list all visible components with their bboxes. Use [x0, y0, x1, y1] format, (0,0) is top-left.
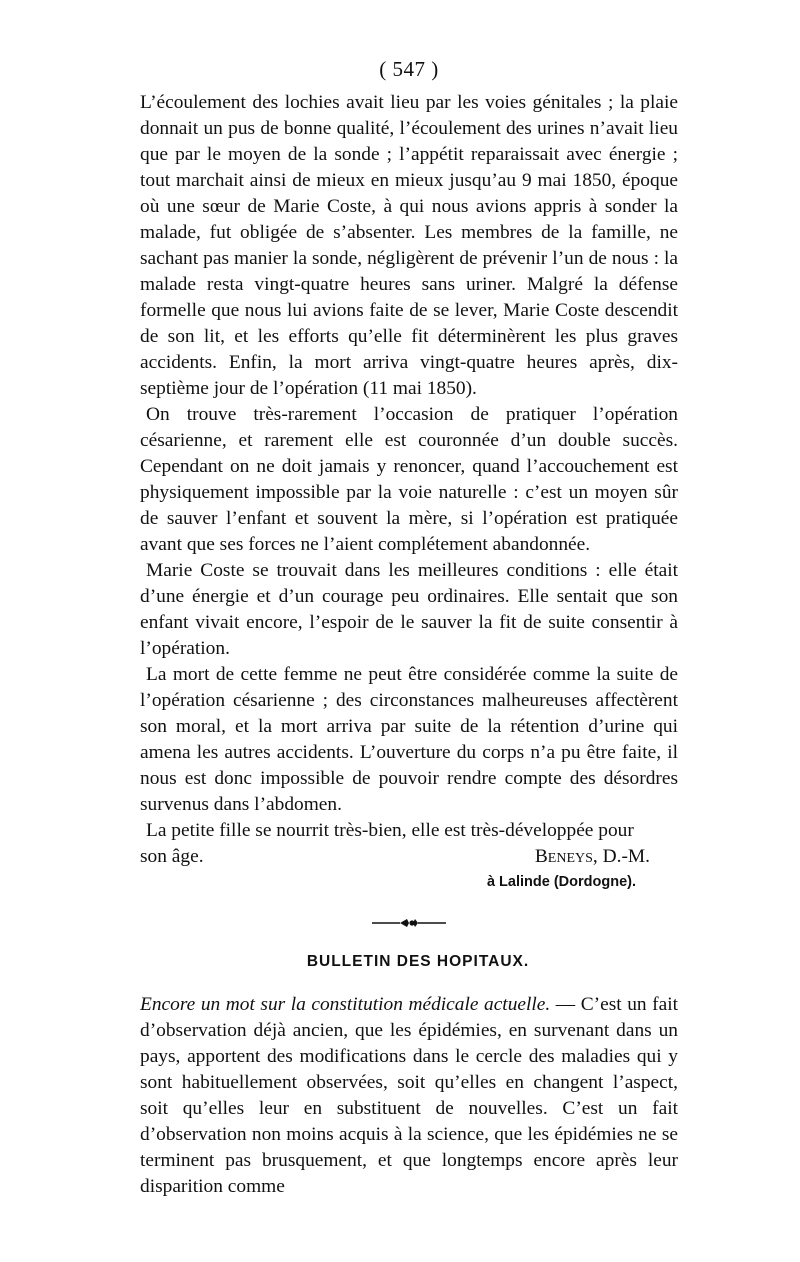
article-text: — C’est un fait d’observation déjà ancien, que les épidémies, en survenant dans un pays, apportent des modifications dans le cercle des maladies qui y sont habituellement observées, soit qu’elles en changent l’aspect, soit qu’elles leur en substituent de nouvelles. C’est un fait d’observation non moins acquis à la science, que les épidémies ne se terminent pas brusquement, et que longtemps encore après leur disparition comme	[140, 994, 678, 1197]
paragraph-1: L’écoulement des lochies avait lieu par les voies génitales ; la plaie donnait un pus de bonne qualité, l’écoulement des urines n’avait lieu que par le moyen de la sonde ; l’appétit reparaissait avec énergie ; tout marchait ainsi de mieux en mieux jusqu’au 9 mai 1850, époque où une sœur de Marie Coste, à qui nous avions appris à sonder la malade, fut obligée de s’absenter. Les membres de la famille, ne sachant pas manier la sonde, négligèrent de prévenir l’un de nous : la malade resta vingt-quatre heures sans uriner. Malgré la défense formelle que nous lui avions faite de se lever, Marie Coste descendit de son lit, et les efforts qu’elle fit déterminèrent les plus graves accidents. Enfin, la mort arriva vingt-quatre heures après, dix-septième jour de l’opération (11 mai 1850).	[140, 92, 678, 399]
page-number: ( 547 )	[379, 57, 439, 81]
ornament-divider-icon	[370, 916, 448, 930]
article-title: Encore un mot sur la constitution médicale actuelle.	[140, 994, 551, 1015]
section-heading: BULLETIN DES HOPITAUX.	[306, 953, 530, 970]
document-page	[140, 54, 678, 1200]
author-signature: Beneys, D.-M.	[534, 846, 650, 867]
author-location: à Lalinde (Dordogne).	[486, 874, 636, 890]
paragraph-4: La mort de cette femme ne peut être considérée comme la suite de l’opération césarienne ; des circonstances malheureuses affectèrent son moral, et la mort arriva par suite de la rétention d’urine qui amena les autres accidents. L’ouverture du corps n’a pu être faite, il nous est donc impossible de pouvoir rendre compte des désordres survenus dans l’abdomen.	[140, 664, 678, 815]
signature-row	[140, 844, 678, 870]
section-lead-paragraph	[140, 992, 678, 1200]
signature-block	[140, 844, 678, 894]
paragraph-5-end: son âge.	[140, 846, 204, 867]
paragraph-3: Marie Coste se trouvait dans les meilleures conditions : elle était d’une énergie et d’un courage peu ordinaires. Elle sentait que son enfant vivait encore, l’espoir de le sauver la fit de suite consentir à l’opération.	[140, 560, 678, 659]
paragraph-5: La petite fille se nourrit très-bien, elle est très-développée pour	[146, 820, 634, 841]
paragraph-2: On trouve très-rarement l’occasion de pratiquer l’opération césarienne, et rarement elle est couronnée d’un double succès. Cependant on ne doit jamais y renoncer, quand l’accouchement est physiquement impossible par la voie naturelle : c’est un moyen sûr de sauver l’enfant et souvent la mère, si l’opération est pratiquée avant que ses forces ne l’aient complétement abandonnée.	[140, 404, 678, 555]
